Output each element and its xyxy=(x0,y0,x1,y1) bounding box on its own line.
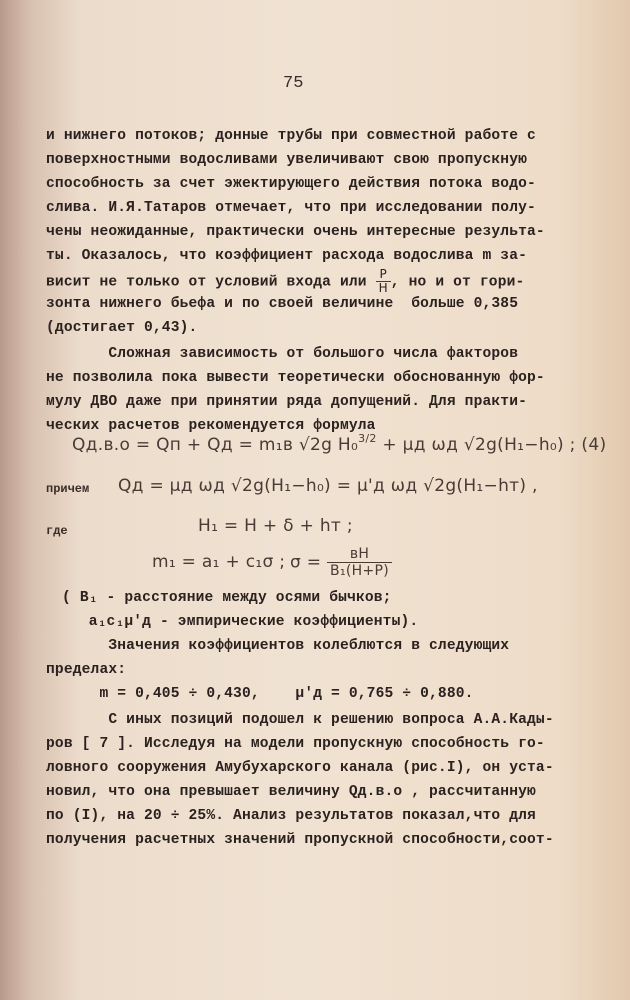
text-line: ловного сооружения Амубухарского канала (рис.I), он уста- xyxy=(46,760,554,776)
text-line: a₁c₁μ'д - эмпирические коэффициенты). xyxy=(62,614,419,630)
label-gde: где xyxy=(46,524,68,538)
text-line: ты. Оказалось, что коэффициент расхода водослива m за- xyxy=(46,248,528,264)
text-line: способность за счет эжектирующего действия потока водо- xyxy=(46,176,536,192)
text-line: по (I), на 20 ÷ 25%. Анализ результатов показал,что для xyxy=(46,808,536,824)
text-fragment: , но и от гори- xyxy=(390,274,525,291)
sigma-lhs: σ = xyxy=(290,552,322,573)
text-line: и нижнего потоков; донные трубы при совместной работе с xyxy=(46,128,536,144)
ranges-line: m = 0,405 ÷ 0,430, μ'д = 0,765 ÷ 0,880. xyxy=(46,686,474,702)
text-line: пределах: xyxy=(46,662,127,678)
text-line: слива. И.Я.Татаров отмечает, что при исследовании полу- xyxy=(46,200,536,216)
sigma-denominator: B₁(H+P) xyxy=(330,563,389,579)
text-fragment: висит не только от условий входа или xyxy=(46,274,367,291)
text-line: ( B₁ - расстояние между осями бычков; xyxy=(62,590,392,606)
text-line xyxy=(46,268,524,295)
fraction-p-over-h xyxy=(376,268,391,295)
formula-4-lhs: Qд.в.о = Qп + Qд = m₁в √2g H₀ xyxy=(72,435,359,455)
sigma-numerator: вH xyxy=(327,546,392,563)
page-number: 75 xyxy=(283,74,304,93)
text-line: Сложная зависимость от большого числа факторов xyxy=(46,346,519,362)
text-line: Значения коэффициентов колеблются в следующих xyxy=(46,638,510,654)
label-pricem: причем xyxy=(46,482,90,496)
text-line: мулу ДВО даже при принятии ряда допущений. Для практи- xyxy=(46,394,528,410)
formula-4-exponent: 3/2 xyxy=(358,432,377,445)
formula-4 xyxy=(72,432,606,455)
sigma-fraction xyxy=(327,546,392,579)
fraction-denominator: H xyxy=(378,281,388,295)
formula-sigma xyxy=(290,546,392,579)
text-line: чены неожиданные, практически очень интересные результа- xyxy=(46,224,545,240)
formula-m1: m₁ = a₁ + c₁σ ; xyxy=(152,552,286,572)
text-line: получения расчетных значений пропускной способности,соот- xyxy=(46,832,554,848)
formula-qd: Qд = μд ωд √2g(H₁−h₀) = μ'д ωд √2g(H₁−hт) , xyxy=(118,476,538,496)
fraction-numerator: P xyxy=(376,268,391,282)
text-line: не позволила пока вывести теоретически обоснованную фор- xyxy=(46,370,545,386)
text-line: (достигает 0,43). xyxy=(46,320,198,336)
formula-h1: H₁ = H + δ + hт ; xyxy=(198,516,353,536)
text-line: новил, что она превышает величину Qд.в.о , рассчитанную xyxy=(46,784,536,800)
text-line: ческих расчетов рекомендуется формула xyxy=(46,418,376,434)
text-line: ров [ 7 ]. Исследуя на модели пропускную способность го- xyxy=(46,736,545,752)
text-line: С иных позиций подошел к решению вопроса А.А.Кады- xyxy=(46,712,554,728)
formula-4-rhs: + μд ωд √2g(H₁−h₀) ; (4) xyxy=(376,435,607,455)
text-line: зонта нижнего бьефа и по своей величине больше 0,385 xyxy=(46,296,519,312)
text-line: поверхностными водосливами увеличивают свою пропускную xyxy=(46,152,528,168)
